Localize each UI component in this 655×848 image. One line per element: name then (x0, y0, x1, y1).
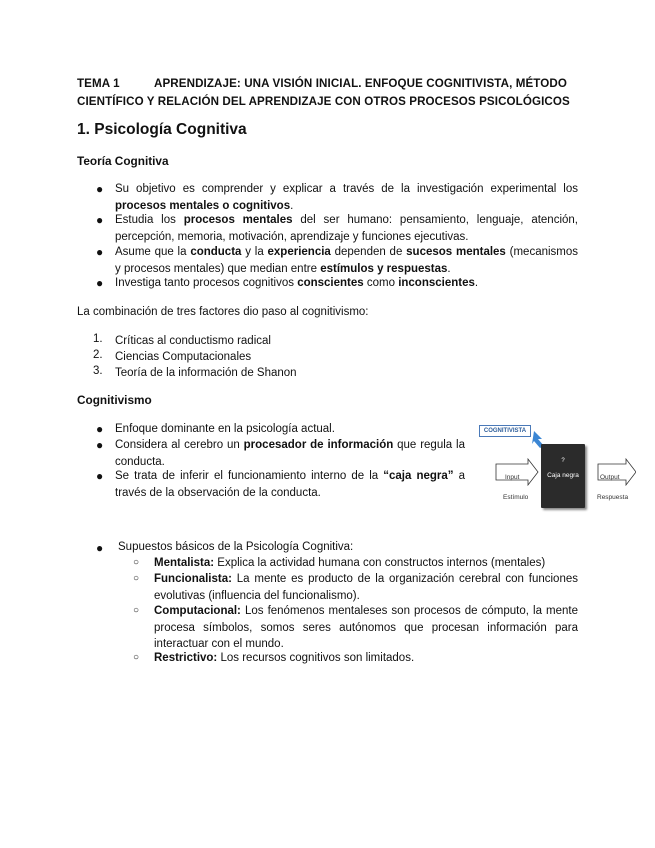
cognitivista-tag: COGNITIVISTA (479, 425, 531, 437)
supuestos-intro: Supuestos básicos de la Psicología Cognitiva: (118, 541, 354, 553)
black-box-label: Caja negra (547, 472, 579, 479)
factor-item: Teoría de la información de Shanon (115, 367, 297, 379)
output-label: Output (600, 474, 620, 481)
supuesto-item: Funcionalista: La mente es producto de la organización cerebral con funciones evolutivas (influencia del funcionalismo). (154, 573, 578, 602)
list-number: 1. (93, 333, 103, 345)
teoria-bullet-2: Estudia los procesos mentales del ser humano: pensamiento, lenguaje, atención, percepción, memoria, motivación, aprendizaje y funciones ejecutivas. (115, 214, 578, 243)
cognitivismo-bullet-1: Enfoque dominante en la psicología actual. (115, 423, 335, 435)
circle-bullet-icon: ○ (133, 652, 140, 663)
black-box (541, 444, 585, 508)
bullet-dot: ● (96, 438, 104, 452)
bullet-dot: ● (96, 469, 104, 483)
stimulus-label: Estímulo (503, 494, 529, 501)
topic-number: TEMA 1 (77, 77, 120, 90)
output-arrow-icon (598, 459, 636, 485)
bullet-dot: ● (96, 182, 104, 196)
section-heading: 1. Psicología Cognitiva (77, 121, 247, 138)
cognitivismo-bullet-2: Considera al cerebro un procesador de información que regula la conducta. (115, 439, 465, 468)
input-arrow-icon (496, 459, 538, 485)
subheading-teoria: Teoría Cognitiva (77, 154, 169, 168)
teoria-bullet-1: Su objetivo es comprender y explicar a través de la investigación experimental los procesos mentales o cognitivos. (115, 183, 578, 212)
bullet-dot: ● (96, 541, 104, 555)
supuesto-item: Computacional: Los fenómenos mentaleses son procesos de cómputo, la mente procesa símbolos, somos seres autónomos que procesan información para interactuar con el mundo. (154, 605, 578, 650)
factors-intro: La combinación de tres factores dio paso al cognitivismo: (77, 306, 369, 318)
bullet-dot: ● (96, 245, 104, 259)
list-number: 2. (93, 349, 103, 361)
input-label: Input (505, 474, 520, 481)
bullet-dot: ● (96, 213, 104, 227)
bullet-dot: ● (96, 422, 104, 436)
factor-item: Críticas al conductismo radical (115, 335, 271, 347)
bullet-dot: ● (96, 276, 104, 290)
teoria-bullet-3: Asume que la conducta y la experiencia dependen de sucesos mentales (mecanismos y procesos mentales) que median entre estímulos y respuestas. (115, 246, 579, 275)
response-label: Respuesta (597, 494, 629, 501)
topic-header (77, 75, 597, 111)
list-number: 3. (93, 365, 103, 377)
circle-bullet-icon: ○ (133, 605, 140, 616)
topic-title-line2: CIENTÍFICO Y RELACIÓN DEL APRENDIZAJE CON OTROS PROCESOS PSICOLÓGICOS (77, 95, 570, 108)
topic-title-line1: APRENDIZAJE: UNA VISIÓN INICIAL. ENFOQUE COGNITIVISTA, MÉTODO (154, 77, 567, 90)
factor-item: Ciencias Computacionales (115, 351, 252, 363)
cognitivismo-bullet-3: Se trata de inferir el funcionamiento interno de la “caja negra” a través de la observación de la conducta. (115, 470, 466, 499)
teoria-bullet-4: Investiga tanto procesos cognitivos conscientes como inconscientes. (115, 277, 479, 289)
supuesto-item: Restrictivo: Los recursos cognitivos son limitados. (154, 652, 415, 664)
question-mark: ? (561, 458, 565, 464)
circle-bullet-icon: ○ (133, 557, 140, 568)
black-box-diagram (474, 424, 636, 512)
circle-bullet-icon: ○ (133, 573, 140, 584)
subheading-cognitivismo: Cognitivismo (77, 393, 152, 407)
supuesto-item: Mentalista: Explica la actividad humana con constructos internos (mentales) (154, 557, 546, 569)
